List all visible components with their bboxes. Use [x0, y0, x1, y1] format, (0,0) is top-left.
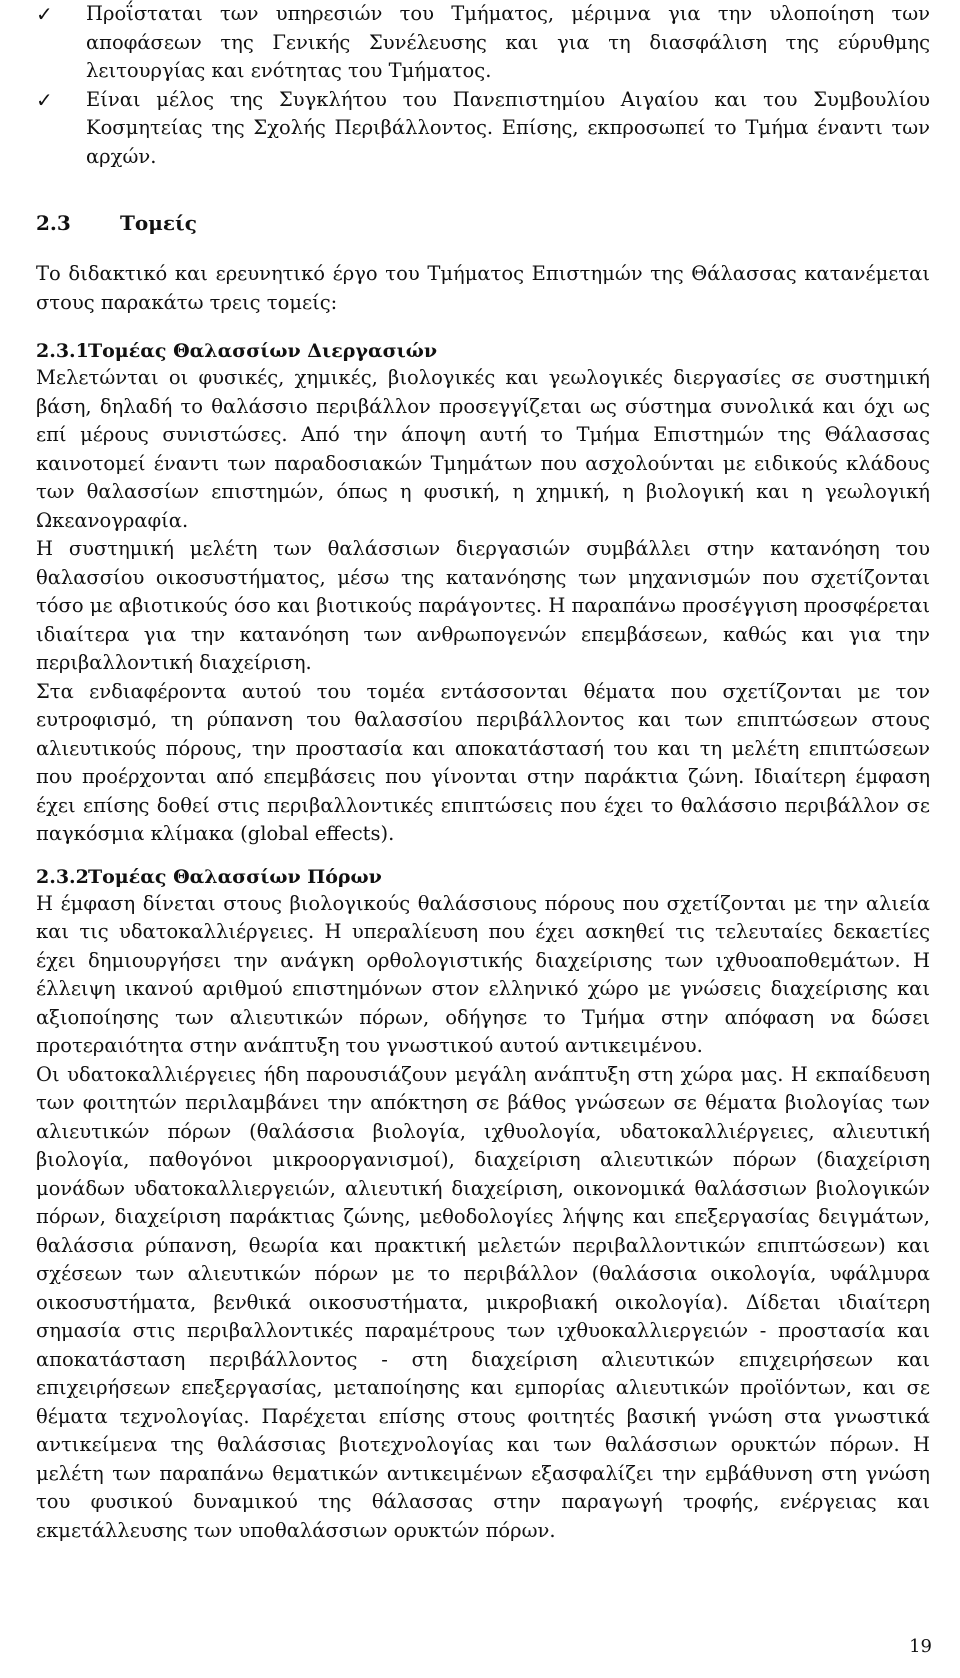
paragraph: Η συστημική μελέτη των θαλάσσιων διεργασιών συμβάλλει στην κατανόηση του θαλασσίου οικοσυστήματος, μέσω της κατανόησης των μηχανισμών που σχετίζονται τόσο με αβιοτικούς όσο και βιοτικούς παράγοντες. Η παραπάνω προσέγγιση προσφέρεται ιδιαίτερα για την κατανόηση των ανθρωπογενών επεμβάσεων, καθώς και για την περιβαλλοντική διαχείριση. [36, 537, 930, 674]
paragraph: Οι υδατοκαλλιέργειες ήδη παρουσιάζουν μεγάλη ανάπτυξη στη χώρα μας. Η εκπαίδευση των φοιτητών περιλαμβάνει την απόκτηση σε βάθος γνώσεων σε θέματα βιολογίας των αλιευτικών πόρων (θαλάσσια βιολογία, ιχθυολογία, υδατοκαλλιέργειες, αλιευτική βιολογία, παθογόνοι μικροοργανισμοί), διαχείριση αλιευτικών πόρων (διαχείριση μονάδων υδατοκαλλιεργειών, αλιευτική διαχείριση, οικονομικά θαλάσσιων βιολογικών πόρων, διαχείριση παράκτιας ζώνης, μεθοδολογίες λήψης και επεξεργασίας δειγμάτων, θαλάσσια ρύπανση, θεωρία και πρακτική μελετών περιβαλλοντικών επιπτώσεων) και σχέσεων των αλιευτικών πόρων με το περιβάλλον (θαλάσσια οικολογία, υφάλμυρα οικοσυστήματα, βενθικά οικοσυστήματα, μικροβιακή οικολογία). Δίδεται ιδιαίτερη σημασία στις περιβαλλοντικές παραμέτρους των ιχθυοκαλλιεργειών - προστασία και αποκατάσταση περιβάλλοντος - στη διαχείριση αλιευτικών επιχειρήσεων και επιχειρήσεων επεξεργασίας, μεταποίησης και εμπορίας αλιευτικών προϊόντων, και σε θέματα τεχνολογίας. Παρέχεται επίσης στους φοιτητές βασική γνώση στα γνωστικά αντικείμενα της θαλάσσιας βιοτεχνολογίας και των θαλάσσιων ορυκτών πόρων. Η μελέτη των παραπάνω θεματικών αντικειμένων εξασφαλίζει την εμβάθυνση στη γνώση του φυσικού δυναμικού της θάλασσας στην παραγωγή τροφής, ενέργειας και εκμετάλλευσης των υποθαλάσσιων ορυκτών πόρων. [36, 1062, 930, 1542]
paragraph: Η έμφαση δίνεται στους βιολογικούς θαλάσσιους πόρους που σχετίζονται με την αλιεία και τις υδατοκαλλιέργειες. Η υπεραλίευση που έχει ασκηθεί τις τελευταίες δεκαετίες έχει δημιουργήσει την ανάγκη ορθολογιστικής διαχείρισης των ιχθυοαποθεμάτων. Η έλλειψη ικανού αριθμού επιστημόνων στον ελληνικό χώρο με γνώσεις διαχείρισης και αξιοποίησης των αλιευτικών πόρων, οδήγησε το Τμήμα στην απόφαση να δώσει προτεραιότητα στην ανάπτυξη του γνωστικού αυτού αντικειμένου. [36, 891, 930, 1057]
subsection-title: Τομέας Θαλασσίων Διεργασιών [88, 340, 438, 362]
bullet-text: Είναι μέλος της Συγκλήτου του Πανεπιστημίου Αιγαίου και του Συμβουλίου Κοσμητείας της Σχολής Περιβάλλοντος. Επίσης, εκπροσωπεί το Τμήμα έναντι των αρχών. [86, 87, 930, 168]
subsection-number: 2.3.1 [36, 340, 89, 362]
subsection-title: Τομέας Θαλασσίων Πόρων [88, 865, 382, 888]
bullet-item [36, 86, 930, 172]
checkmark-icon: ✓ [36, 2, 53, 26]
section-title: Τομείς [120, 211, 197, 235]
subsection-heading [36, 338, 930, 364]
page-number: 19 [909, 1636, 932, 1657]
paragraph: Στα ενδιαφέροντα αυτού του τομέα εντάσσονται θέματα που σχετίζονται με τον ευτροφισμό, τη ρύπανση του θαλασσίου περιβάλλοντος και των επιπτώσεων στους αλιευτικούς πόρους, την προστασία και αποκατάστασή του και τη μελέτη επιπτώσεων που προέρχονται από επεμβάσεις που γίνονται στην παράκτια ζώνη. Ιδιαίτερη έμφαση έχει επίσης δοθεί στις περιβαλλοντικές επιπτώσεις που έχει το θαλάσσιο περιβάλλον σε παγκόσμια κλίμακα (global effects). [36, 679, 930, 845]
section-intro: Το διδακτικό και ερευνητικό έργο του Τμήματος Επιστημών της Θάλασσας κατανέμεται στους παρακάτω τρεις τομείς: [36, 262, 930, 314]
main-content [36, 208, 930, 1545]
subsection-number: 2.3.2 [36, 865, 89, 888]
checkmark-icon: ✓ [36, 87, 53, 112]
section-number: 2.3 [36, 211, 71, 235]
bullet-item [36, 0, 930, 86]
bullet-list [36, 0, 930, 171]
bullet-text: Προΐσταται των υπηρεσιών του Τμήματος, μέριμνα για την υλοποίηση των αποφάσεων της Γενικής Συνέλευσης και για τη διασφάλιση της εύρυθμης λειτουργίας και ενότητας του Τμήματος. [86, 2, 930, 82]
section-heading [36, 208, 930, 238]
subsection-heading [36, 864, 930, 890]
paragraph: Μελετώνται οι φυσικές, χημικές, βιολογικές και γεωλογικές διεργασίες σε συστημική βάση, δηλαδή το θαλάσσιο περιβάλλον προσεγγίζεται ως σύστημα συνολικά και όχι ως επί μέρους συνιστώσες. Από την άποψη αυτή το Τμήμα Επιστημών της Θάλασσας καινοτομεί έναντι των παραδοσιακών Τμημάτων που ασχολούνται με ειδικούς κλάδους των θαλασσίων επιστημών, όπως η φυσική, η χημική, η βιολογική και η γεωλογική Ωκεανογραφία. [36, 366, 930, 532]
